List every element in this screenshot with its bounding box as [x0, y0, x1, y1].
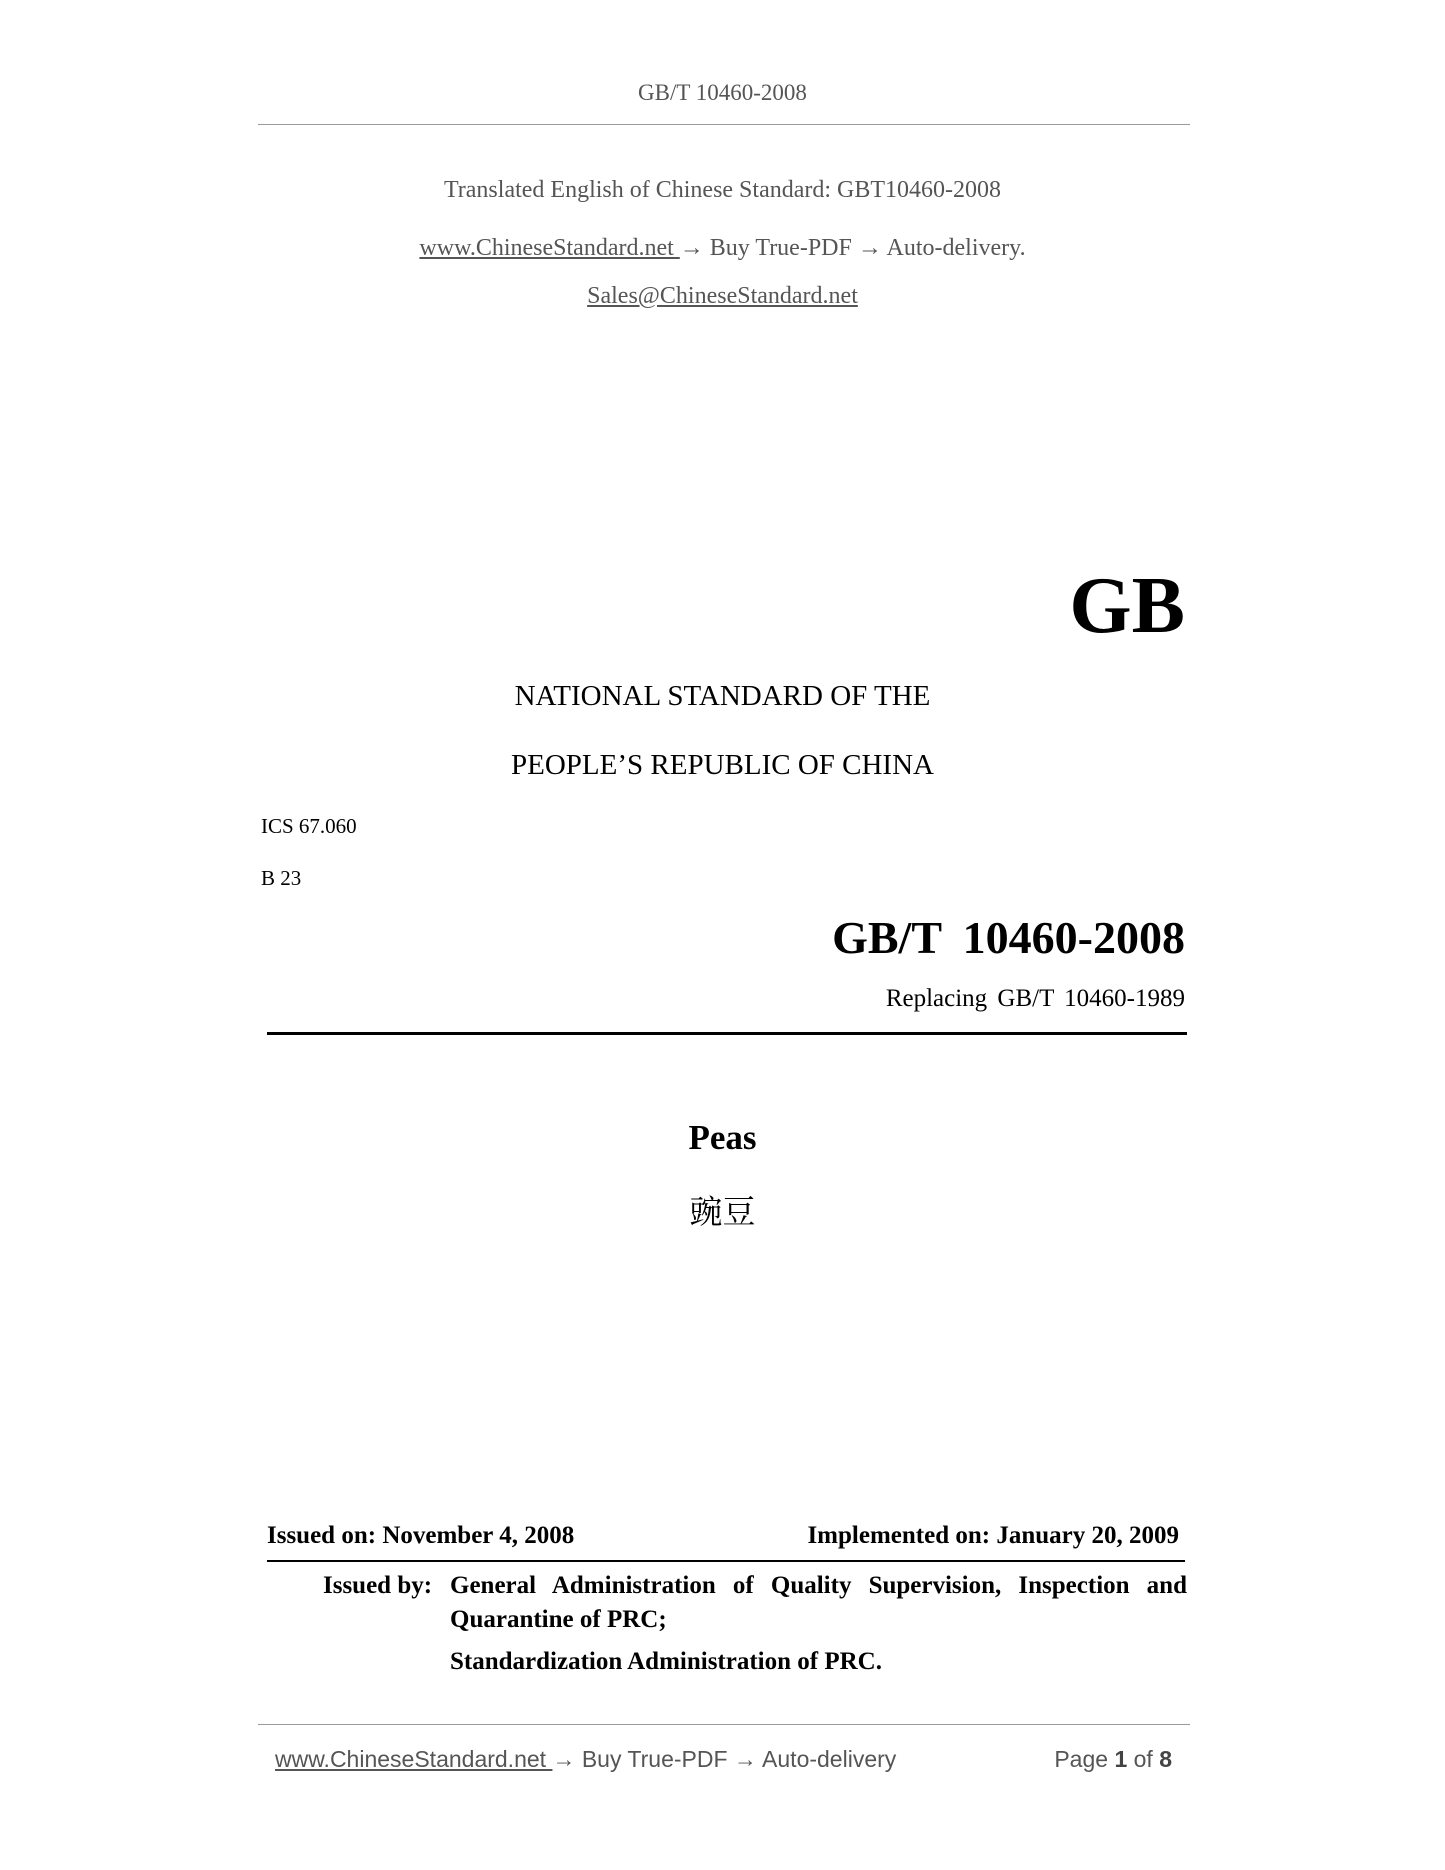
issued-by-line1: General Administration of Quality Supervision, Inspection and — [450, 1572, 1187, 1599]
page-indicator — [1054, 1746, 1172, 1773]
running-header: GB/T 10460-2008 — [638, 80, 807, 105]
sales-email-link[interactable]: Sales@ChineseStandard.net — [587, 283, 858, 309]
footer-divider — [258, 1724, 1190, 1725]
translation-notice: Translated English of Chinese Standard: GBT10460-2008 — [443, 177, 1002, 203]
issued-on-date: Issued on: November 4, 2008 — [267, 1522, 575, 1549]
footer-site-link[interactable]: www.ChineseStandard.net — [275, 1746, 553, 1772]
issue-divider — [267, 1560, 1185, 1562]
replacing-note: Replacing GB/T 10460-1989 — [885, 985, 1185, 1012]
title-chinese: 豌豆 — [689, 1192, 756, 1231]
page-number: 1 — [1114, 1746, 1128, 1772]
implemented-on-date: Implemented on: January 20, 2009 — [807, 1522, 1179, 1549]
ccs-code: B 23 — [261, 866, 302, 890]
page-total: 8 — [1159, 1746, 1172, 1772]
issued-by-line2: Quarantine of PRC; — [450, 1606, 667, 1633]
issued-by-label: Issued by: — [323, 1572, 433, 1599]
gb-mark: GB — [1069, 562, 1185, 650]
site-link[interactable]: www.ChineseStandard.net — [419, 235, 680, 261]
national-standard-line1: NATIONAL STANDARD OF THE — [514, 680, 931, 712]
buy-text: → Buy True-PDF → Auto-delivery. — [679, 235, 1026, 261]
promo-sales-line — [0, 283, 1445, 310]
ics-code: ICS 67.060 — [261, 814, 357, 838]
of-label: of — [1133, 1746, 1153, 1772]
national-standard-line2: PEOPLE’S REPUBLIC OF CHINA — [511, 749, 934, 781]
standard-number: GB/T 10460-2008 — [832, 912, 1185, 963]
footer-promo — [275, 1746, 896, 1773]
issued-by-line3: Standardization Administration of PRC. — [450, 1648, 882, 1675]
promo-buy-line — [0, 235, 1445, 262]
cover-divider — [267, 1032, 1187, 1035]
page-label: Page — [1054, 1746, 1109, 1772]
header-divider — [258, 124, 1190, 125]
title-english: Peas — [688, 1118, 757, 1157]
footer-buy-text: → Buy True-PDF → Auto-delivery — [552, 1746, 897, 1772]
